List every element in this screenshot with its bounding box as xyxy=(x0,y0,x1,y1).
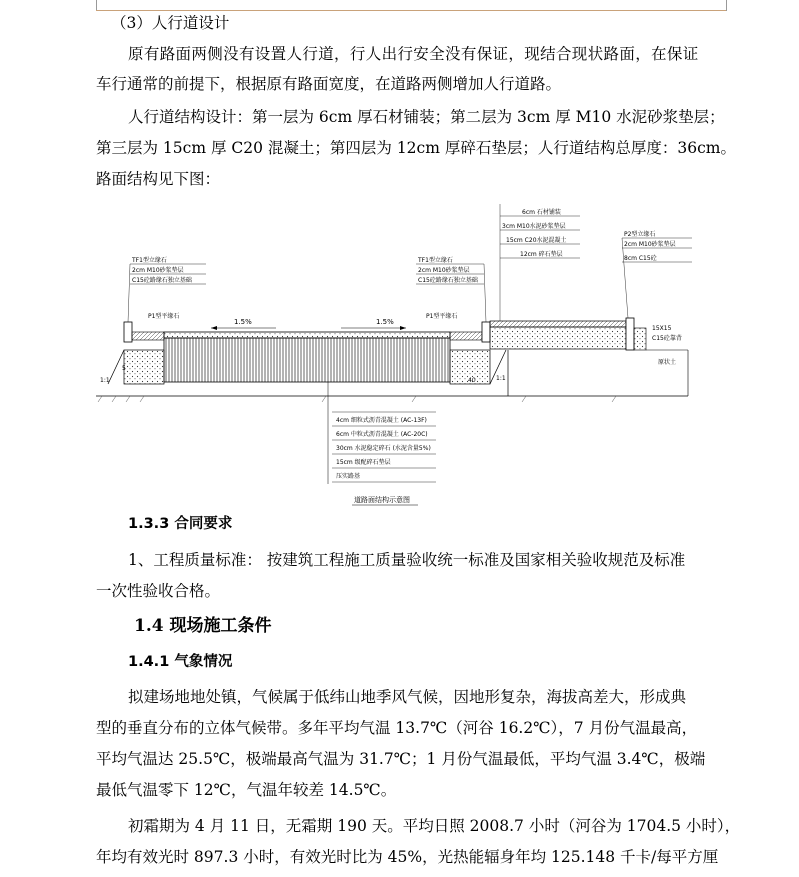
backfill-concrete: C15砼靠背 xyxy=(652,335,682,342)
curb-right-note-3: 8cm C15砼 xyxy=(624,255,657,262)
header-rule xyxy=(96,10,726,11)
paragraph-line: 初霜期为 4 月 11 日，无霜期 190 天。平均日照 2008.7 小时（河谷为 1704.5 小时）， xyxy=(128,817,741,835)
curb-right-note-1: P2型立缘石 xyxy=(624,231,656,238)
paragraph-line: 最低气温零下 12℃，气温年较差 14.5℃。 xyxy=(96,781,397,799)
curb-right-note-2: 2cm M10砂浆垫层 xyxy=(624,241,676,248)
sidewalk-layer-1: 6cm 石材铺装 xyxy=(522,209,561,216)
road-layer-1: 4cm 细粒式沥青混凝土 (AC-13F) xyxy=(336,417,427,424)
dim-right: 40 xyxy=(468,377,476,384)
curb-mid-note-3: C15砼路缘石独立基础 xyxy=(418,277,478,284)
flat-curb-mid: P1型平缘石 xyxy=(426,313,458,320)
soil-label: 原状土 xyxy=(658,359,677,366)
contract-requirements-heading: 1.3.3 合同要求 xyxy=(128,516,233,532)
slope-label-right: 1.5% xyxy=(376,318,394,326)
curb-left-note-1: TF1型立缘石 xyxy=(132,257,167,264)
curb-left xyxy=(124,322,132,342)
paragraph-line: 年均有效光时 897.3 小时，有效光时比为 45%，光热能辐身年均 125.148 千卡/每平方厘 xyxy=(96,848,719,866)
dim-left: 5 xyxy=(122,365,126,372)
curb-mid-note-1: TF1型立缘石 xyxy=(418,257,453,264)
curb-mid-note-2: 2cm M10砂浆垫层 xyxy=(418,267,470,274)
sidewalk-design-heading: （3）人行道设计 xyxy=(111,14,230,32)
flat-curb-left: P1型平缘石 xyxy=(148,313,180,320)
paragraph-line: 拟建场地地处镇，气候属于低纬山地季风气候，因地形复杂，海拔高差大，形成典 xyxy=(128,688,687,706)
paragraph-line: 人行道结构设计：第一层为 6cm 厚石材铺装；第二层为 3cm 厚 M10 水泥砂浆垫层； xyxy=(128,108,725,126)
paragraph-line: 第三层为 15cm 厚 C20 混凝土；第四层为 12cm 厚碎石垫层；人行道结构总厚度：36cm。 xyxy=(96,139,736,157)
paragraph-line: 平均气温达 25.5℃，极端最高气温为 31.7℃；1 月份气温最低，平均气温 3.4℃，极端 xyxy=(96,750,706,768)
slope-label-left: 1.5% xyxy=(234,318,252,326)
base-layer xyxy=(164,338,450,382)
sidewalk-layer-3: 15cm C20水泥混凝土 xyxy=(506,237,567,244)
curb-left-note-3: C15砼路缘石独立基础 xyxy=(132,277,192,284)
paragraph-line: 一次性验收合格。 xyxy=(96,582,221,600)
paragraph-line: 路面结构见下图： xyxy=(96,170,221,188)
slope-ratio-left: 1:1 xyxy=(100,377,110,384)
sidewalk-layer-4: 12cm 碎石垫层 xyxy=(520,251,563,258)
road-layer-4: 15cm 级配碎石垫层 xyxy=(336,459,391,466)
slope-ratio-right: 1:1 xyxy=(496,375,506,382)
curb-right xyxy=(626,318,634,350)
header-margin-mark-right xyxy=(726,0,727,11)
climate-heading: 1.4.1 气象情况 xyxy=(128,654,233,670)
paragraph-line: 车行通常的前提下，根据原有路面宽度，在道路两侧增加人行道路。 xyxy=(96,75,562,93)
paragraph-line: 原有路面两侧没有设置人行道，行人出行安全没有保证，现结合现状路面，在保证 xyxy=(128,45,699,63)
curb-left-note-2: 2cm M10砂浆垫层 xyxy=(132,267,184,274)
road-structure-drawing xyxy=(96,200,696,510)
road-layer-3: 30cm 水泥稳定碎石 (水泥含量5%) xyxy=(336,445,431,452)
site-conditions-heading: 1.4 现场施工条件 xyxy=(134,616,272,636)
road-layer-5: 压实路基 xyxy=(336,473,361,480)
road-layer-2: 6cm 中粒式沥青混凝土 (AC-20C) xyxy=(336,431,428,438)
curb-mid xyxy=(482,322,490,342)
paragraph-line: 1、工程质量标准： 按建筑工程施工质量验收统一标准及国家相关验收规范及标准 xyxy=(128,551,686,569)
drawing-caption: 道路面结构示意图 xyxy=(354,496,410,504)
backfill-size: 15X15 xyxy=(652,325,672,332)
sidewalk-layer-2: 3cm M10水泥砂浆垫层 xyxy=(502,223,566,230)
sidewalk-paving xyxy=(490,321,626,327)
sidewalk-concrete xyxy=(490,327,626,349)
paragraph-line: 型的垂直分布的立体气候带。多年平均气温 13.7℃（河谷 16.2℃），7 月份气温最高， xyxy=(96,719,698,737)
asphalt-surface xyxy=(164,332,450,338)
